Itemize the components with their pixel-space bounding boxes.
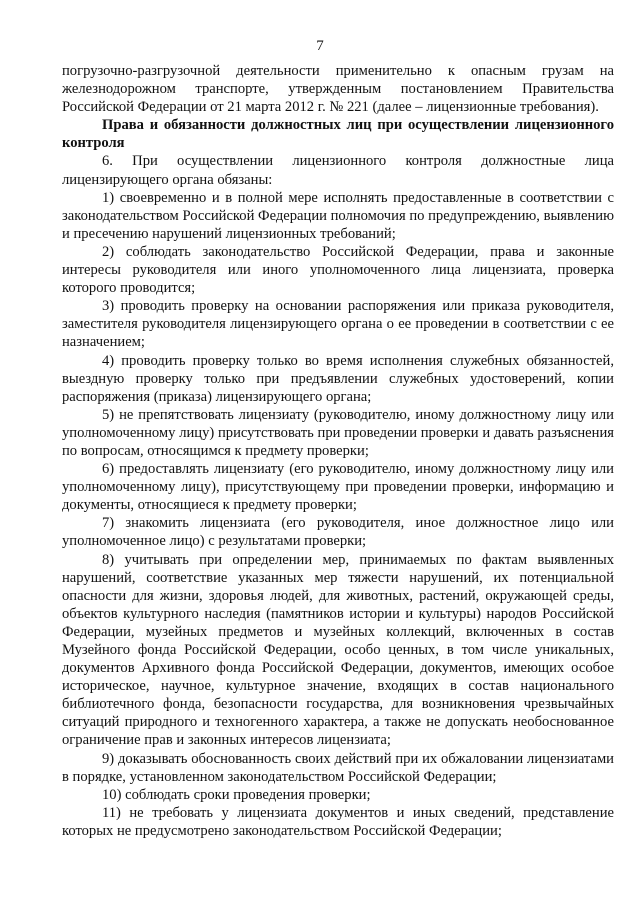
document-body (62, 62, 614, 840)
list-item-11: 11) не требовать у лицензиата документов и иных сведений, представление которых не предусмотрено законодательством Российской Федерации; (62, 804, 614, 839)
list-item-6: 6) предоставлять лицензиату (его руководителю, иному должностному лицу или уполномоченному лицу), присутствующему при проведении проверки, информацию и документы, относящиеся к предмету проверки; (62, 461, 614, 514)
page-number: 7 (316, 38, 324, 54)
list-item-5: 5) не препятствовать лицензиату (руководителю, иному должностному лицу или уполномоченному лицу) присутствовать при проведении проверки и давать разъяснения по вопросам, относящимся к предмету проверки; (62, 406, 614, 459)
list-item-10: 10) соблюдать сроки проведения проверки; (102, 786, 371, 803)
list-item-1: 1) своевременно и в полной мере исполнять предоставленные в соответствии с законодательством Российской Федерации полномочия по предупреждению, выявлению и пресечению нарушений лицензионных требований; (62, 189, 614, 242)
clause-6: 6. При осуществлении лицензионного контроля должностные лица лицензирующего органа обязаны: (62, 153, 614, 188)
list-item-4: 4) проводить проверку только во время исполнения служебных обязанностей, выездную проверку только при предъявлении служебных удостоверений, копии распоряжения (приказа) лицензирующего органа; (62, 352, 614, 405)
list-item-9: 9) доказывать обоснованность своих действий при их обжаловании лицензиатами в порядке, установленном законодательством Российской Федерации; (62, 750, 614, 785)
section-heading: Права и обязанности должностных лиц при осуществлении лицензионного контроля (62, 117, 614, 152)
list-item-7: 7) знакомить лицензиата (его руководителя, иное должностное лицо или уполномоченное лицо) с результатами проверки; (62, 515, 614, 550)
list-item-2: 2) соблюдать законодательство Российской Федерации, права и законные интересы руководителя или иного уполномоченного лица лицензиата, проверка которого проводится; (62, 243, 614, 297)
list-item-8: 8) учитывать при определении мер, принимаемых по фактам выявленных нарушений, соответствие указанных мер тяжести нарушений, их потенциальной опасности для жизни, здоровья людей, для животных, растений, окружающей среды, объектов культурного наследия (памятников истории и культуры) народов Российской Федерации, музейных предметов и музейных коллекций, включенных в состав Музейного фонда Российской Федерации, особо ценных, в том числе уникальных, документов Архивного фонда Российской Федерации, документов, имеющих особое историческое, научное, культурное значение, входящих в состав национального библиотечного фонда, безопасности государства, для возникновения чрезвычайных ситуаций природного и техногенного характера, а также не допускать необоснованное ограничение прав и законных интересов лицензиата; (62, 551, 614, 749)
intro-paragraph: погрузочно-разгрузочной деятельности применительно к опасным грузам на железнодорожном транспорте, утвержденным постановлением Правительства Российской Федерации от 21 марта 2012 г. № 221 (далее – лицензионные требования). (62, 63, 614, 116)
list-item-3: 3) проводить проверку на основании распоряжения или приказа руководителя, заместителя руководителя лицензирующего органа о ее проведении в соответствии с ее назначением; (62, 298, 614, 351)
